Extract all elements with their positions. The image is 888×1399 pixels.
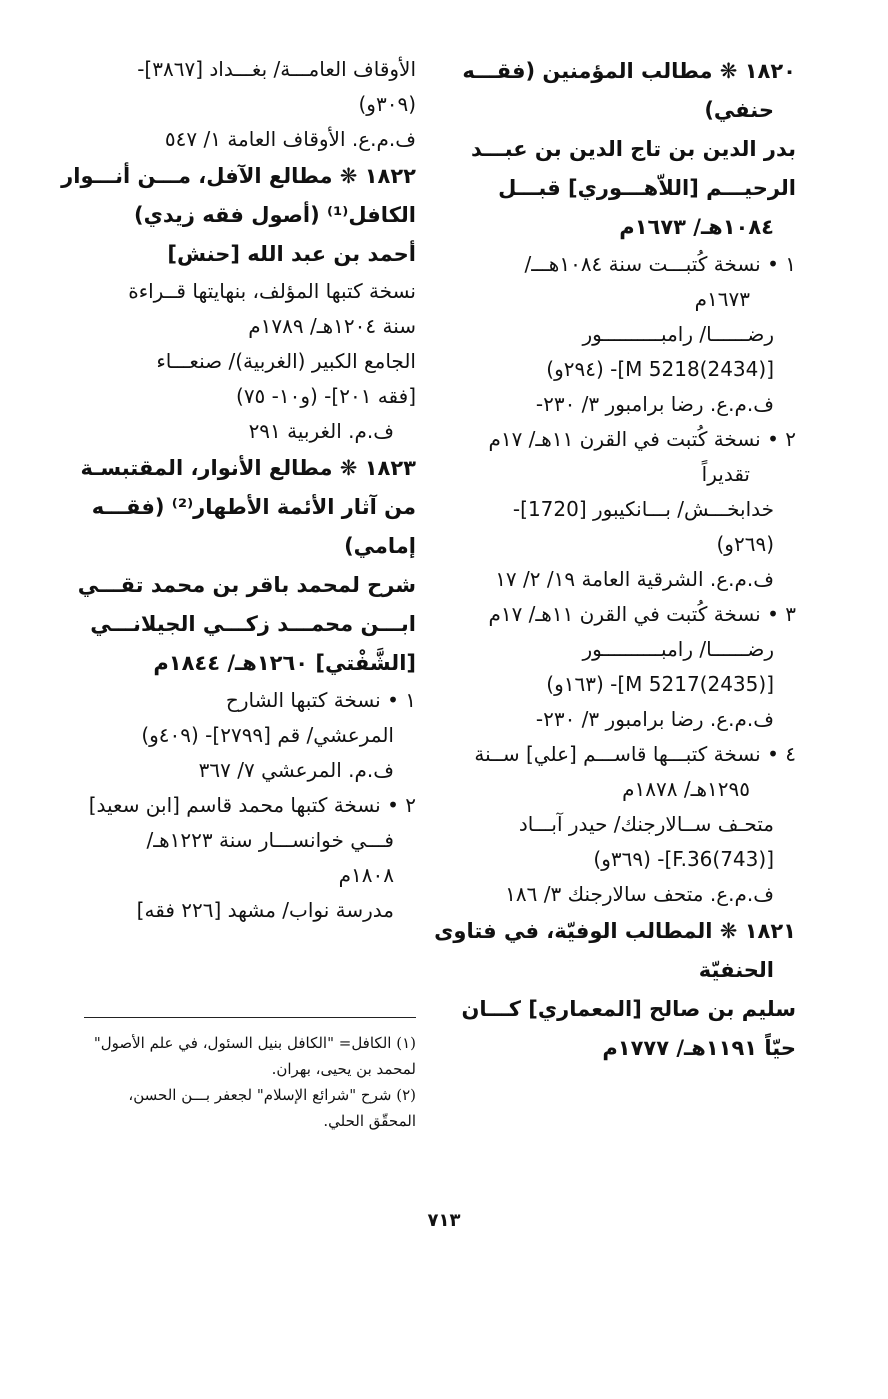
- text-line: رضــــــا/ رامبــــــــــور: [582, 322, 774, 346]
- footnote-line: لمحمد بن يحيى، بهران.: [271, 1060, 416, 1078]
- text-line: ١٨٢١ ❋ المطالب الوفيّة، في فتاوى: [434, 919, 796, 943]
- text-line: الرحيـــم [اللاّهـــوري] قبـــل: [498, 176, 796, 200]
- text-line: ١٨٢٢ ❋ مطالع الآفل، مـــن أنـــوار: [61, 164, 416, 188]
- text-line: فـــي خوانســـار سنة ١٢٢٣هـ/: [146, 828, 394, 852]
- text-line: [M 5217(2435)]- (١٦٣و): [546, 672, 774, 696]
- footnote-line: (٢) شرح "شرائع الإسلام" لجعفر بـــن الحسن،: [128, 1086, 416, 1104]
- text-line: [F.36(743)]- (٣٦٩و): [593, 847, 774, 871]
- text-line: سليم بن صالح [المعماري] كـــان: [461, 997, 796, 1021]
- text-line: تقديراً: [701, 462, 750, 486]
- text-line: ١٢٩٥هـ/ ١٨٧٨م: [622, 777, 750, 801]
- text-line: حنفي): [704, 98, 774, 122]
- text-line: ٤ • نسخة كتبـــها قاســـم [علي] ســنة: [474, 742, 796, 766]
- text-line: متحـف ســالارجنك/ حيدر آبـــاد: [518, 812, 774, 836]
- text-line: ٣ • نسخة كُتبت في القرن ١١هـ/ ١٧م: [488, 602, 796, 626]
- text-line: ف.م.ع. رضا برامبور ٣/ ٢٣٠-: [535, 707, 774, 731]
- footnote-separator: [84, 1017, 416, 1018]
- text-line: رضــــــا/ رامبــــــــــور: [582, 637, 774, 661]
- right-column: [434, 52, 796, 1068]
- text-line: المرعشي/ قم [٢٧٩٩]- (٤٠٩و): [141, 723, 394, 747]
- text-line: الكافل⁽¹⁾ (أصول فقه زيدي): [134, 203, 416, 227]
- text-line: بدر الدين بن تاج الدين بن عبـــد: [470, 137, 796, 161]
- text-line: شرح لمحمد باقر بن محمد تقـــي: [77, 573, 416, 597]
- text-line: ف.م.ع. الشرقية العامة ١٩/ ٢/ ١٧: [495, 567, 774, 591]
- text-line: مدرسة نواب/ مشهد [٢٢٦ فقه]: [136, 898, 394, 922]
- text-line: ١ • نسخة كتبها الشارح: [225, 688, 416, 712]
- text-line: ١٠٨٤هـ/ ١٦٧٣م: [619, 215, 774, 239]
- text-line: ١٦٧٣م: [694, 287, 750, 311]
- text-line: حيّاً ١١٩١هـ/ ١٧٧٧م: [602, 1036, 796, 1060]
- page-number: ٧١٣: [427, 1210, 461, 1231]
- text-line: [M 5218(2434)]- (٢٩٤و): [546, 357, 774, 381]
- text-line: ف.م. المرعشي ٧/ ٣٦٧: [198, 758, 394, 782]
- text-line: من آثار الأئمة الأطهار⁽²⁾ (فقـــه: [91, 495, 416, 519]
- footnote-line: (١) الكافل= "الكافل بنيل السئول، في علم الأصول": [93, 1034, 416, 1052]
- text-line: ١٨٢٠ ❋ مطالب المؤمنين (فقـــه: [462, 59, 796, 83]
- text-line: (٣٠٩و): [358, 92, 416, 116]
- text-line: ٢ • نسخة كتبها محمد قاسم [ابن سعيد]: [88, 793, 416, 817]
- text-line: أحمد بن عبد الله [حنش]: [167, 242, 416, 266]
- text-line: إمامي): [344, 534, 416, 558]
- text-line: الحنفيّة: [698, 958, 774, 982]
- text-line: ١ • نسخة كُتبـــت سنة ١٠٨٤هـــ/: [524, 252, 796, 276]
- text-line: نسخة كتبها المؤلف، بنهايتها قــراءة: [128, 279, 416, 303]
- text-line: ف.م.ع. الأوقاف العامة ١/ ٥٤٧: [164, 127, 416, 151]
- text-line: ١٨٢٣ ❋ مطالع الأنوار، المقتبسـة: [80, 456, 416, 480]
- text-line: [الشَّفْتي] ١٢٦٠هـ/ ١٨٤٤م: [153, 651, 416, 675]
- left-column: [61, 52, 416, 928]
- text-line: (٢٦٩و): [716, 532, 774, 556]
- text-line: ف.م.ع. متحف سالارجنك ٣/ ١٨٦: [505, 882, 774, 906]
- text-line: الأوقاف العامـــة/ بغـــداد [٣٨٦٧]-: [137, 57, 416, 81]
- text-line: ٢ • نسخة كُتبت في القرن ١١هـ/ ١٧م: [488, 427, 796, 451]
- text-line: ف.م. الغربية ٢٩١: [248, 419, 394, 443]
- text-line: ابـــن محمـــد زكـــي الجيلانـــي: [90, 612, 416, 636]
- text-line: ف.م.ع. رضا برامبور ٣/ ٢٣٠-: [535, 392, 774, 416]
- text-line: سنة ١٢٠٤هـ/ ١٧٨٩م: [248, 314, 416, 338]
- text-line: [فقه ٢٠١]- (و١٠- ٧٥): [236, 384, 416, 408]
- text-line: الجامع الكبير (الغربية)/ صنعـــاء: [156, 349, 416, 373]
- footnotes: [76, 1030, 416, 1134]
- text-line: خدابخـــش/ بـــانكيبور [1720]-: [512, 497, 774, 521]
- footnote-line: المحقّق الحلي.: [323, 1112, 416, 1130]
- text-line: ١٨٠٨م: [338, 863, 394, 887]
